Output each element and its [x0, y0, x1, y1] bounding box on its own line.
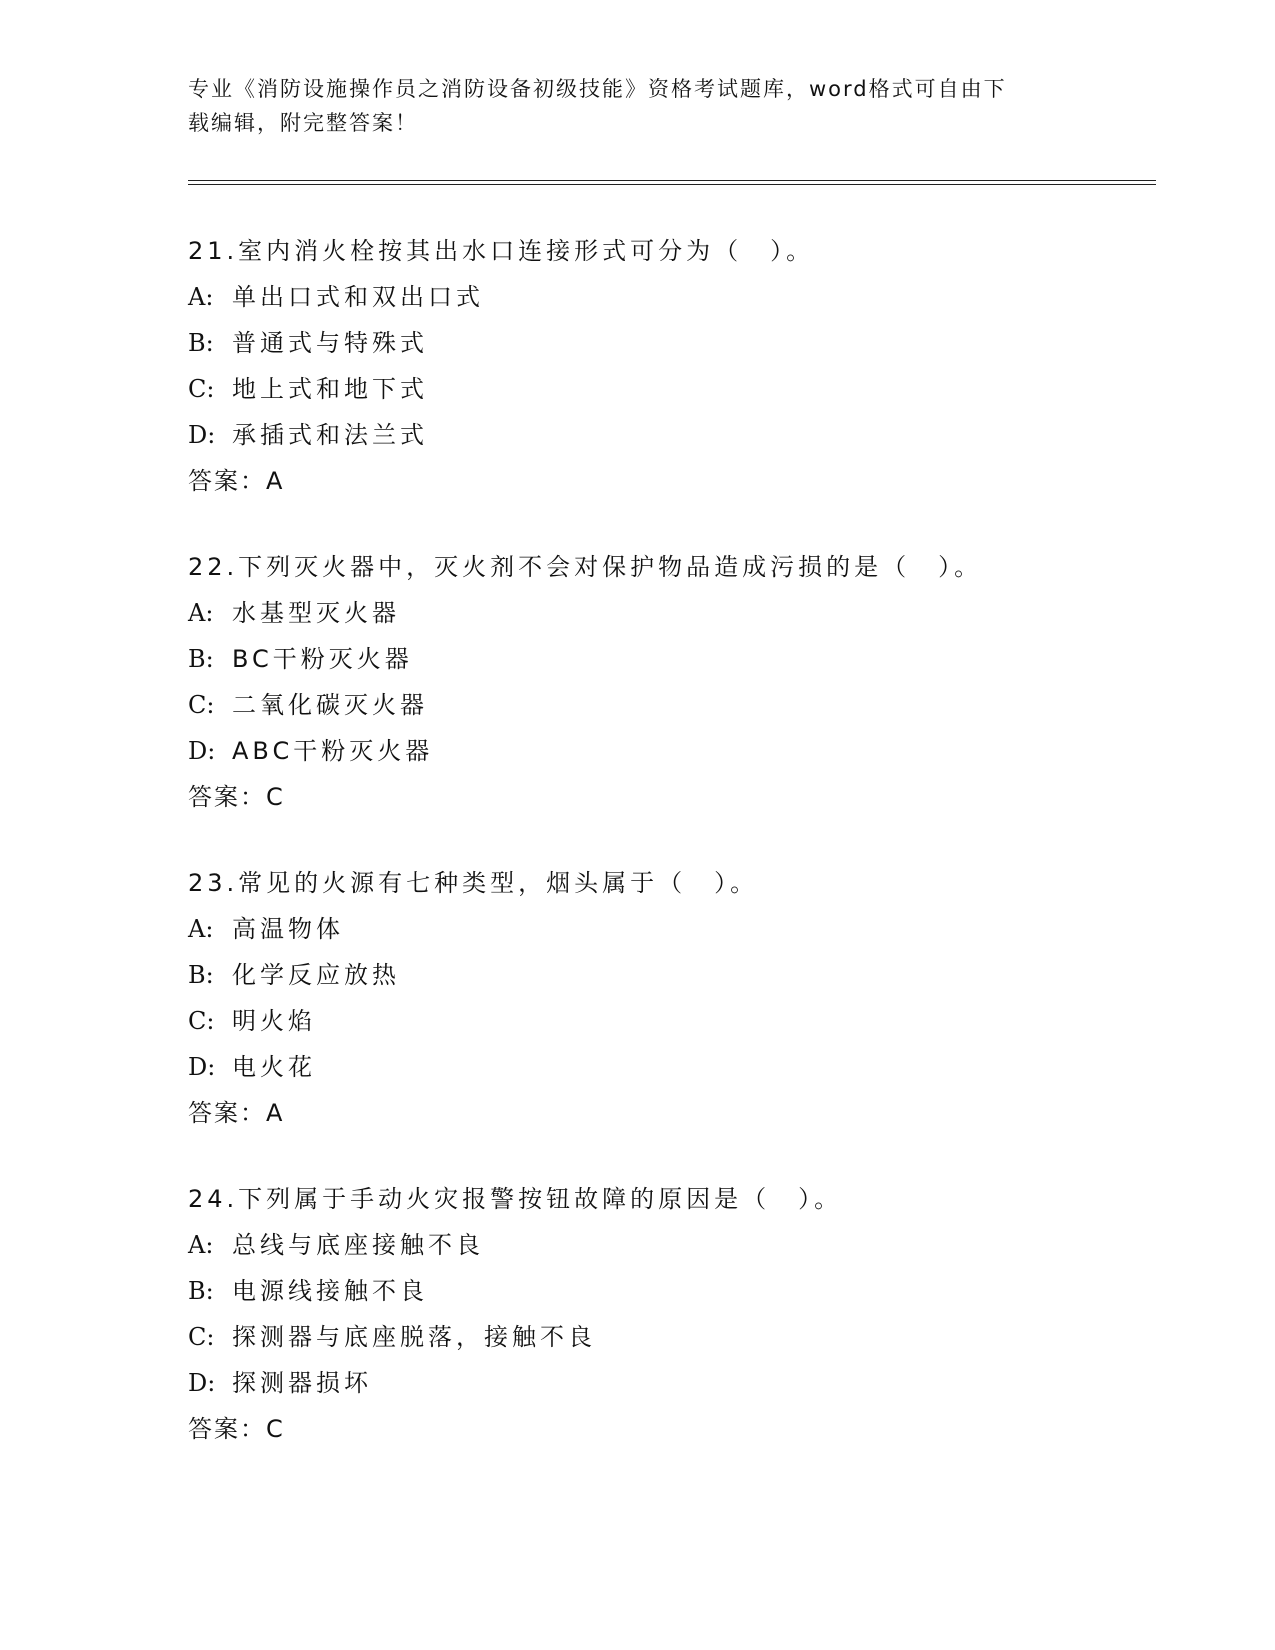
answer-line: 答案：C — [188, 1415, 285, 1443]
option-letter: B: — [188, 1277, 214, 1305]
option-c — [188, 1314, 1148, 1360]
option-text: 电火花 — [232, 1053, 316, 1081]
header-line-1: 专业《消防设施操作员之消防设备初级技能》资格考试题库，word格式可自由下 — [188, 77, 1007, 101]
option-letter: D: — [188, 1369, 216, 1397]
option-letter: B: — [188, 961, 214, 989]
option-b — [188, 952, 1148, 998]
option-letter: D: — [188, 1053, 216, 1081]
header-line-2: 载编辑，附完整答案！ — [188, 111, 418, 135]
option-text: 化学反应放热 — [232, 961, 400, 989]
option-a — [188, 590, 1148, 636]
option-letter: B: — [188, 329, 214, 357]
option-text: 探测器损坏 — [232, 1369, 372, 1397]
option-text: 探测器与底座脱落，接触不良 — [232, 1323, 596, 1351]
option-text: 地上式和地下式 — [232, 375, 428, 403]
option-b — [188, 636, 1148, 682]
option-text: 电源线接触不良 — [232, 1277, 428, 1305]
option-text: 高温物体 — [232, 915, 344, 943]
question-stem: 24.下列属于手动火灾报警按钮故障的原因是（ ）。 — [188, 1185, 843, 1213]
option-c — [188, 998, 1148, 1044]
option-d — [188, 728, 1148, 774]
option-d — [188, 412, 1148, 458]
option-letter: B: — [188, 645, 214, 673]
option-letter: D: — [188, 421, 216, 449]
question-stem: 22.下列灭火器中，灭火剂不会对保护物品造成污损的是（ ）。 — [188, 553, 983, 581]
answer-line: 答案：A — [188, 467, 285, 495]
option-text: ABC干粉灭火器 — [232, 737, 434, 765]
option-letter: A: — [188, 283, 214, 311]
option-a — [188, 906, 1148, 952]
option-c — [188, 682, 1148, 728]
option-b — [188, 320, 1148, 366]
option-d — [188, 1044, 1148, 1090]
question-21 — [188, 228, 1148, 504]
option-letter: D: — [188, 737, 216, 765]
option-a — [188, 274, 1148, 320]
option-d — [188, 1360, 1148, 1406]
option-text: 总线与底座接触不良 — [232, 1231, 484, 1259]
question-stem: 21.室内消火栓按其出水口连接形式可分为（ ）。 — [188, 237, 815, 265]
option-letter: C: — [188, 1007, 215, 1035]
document-header — [188, 72, 1068, 140]
option-letter: A: — [188, 915, 214, 943]
option-text: 单出口式和双出口式 — [232, 283, 484, 311]
option-text: 普通式与特殊式 — [232, 329, 428, 357]
question-24 — [188, 1176, 1148, 1452]
option-text: 承插式和法兰式 — [232, 421, 428, 449]
option-letter: A: — [188, 1231, 214, 1259]
option-text: 水基型灭火器 — [232, 599, 400, 627]
answer-line: 答案：A — [188, 1099, 285, 1127]
option-b — [188, 1268, 1148, 1314]
option-c — [188, 366, 1148, 412]
option-text: 二氧化碳灭火器 — [232, 691, 428, 719]
header-divider-bottom — [188, 184, 1156, 185]
answer-line: 答案：C — [188, 783, 285, 811]
option-text: BC干粉灭火器 — [232, 645, 413, 673]
question-23 — [188, 860, 1148, 1136]
option-letter: C: — [188, 1323, 215, 1351]
option-letter: A: — [188, 599, 214, 627]
option-a — [188, 1222, 1148, 1268]
option-letter: C: — [188, 691, 215, 719]
option-letter: C: — [188, 375, 215, 403]
question-stem: 23.常见的火源有七种类型，烟头属于（ ）。 — [188, 869, 759, 897]
question-22 — [188, 544, 1148, 820]
option-text: 明火焰 — [232, 1007, 316, 1035]
header-divider-top — [188, 180, 1156, 181]
